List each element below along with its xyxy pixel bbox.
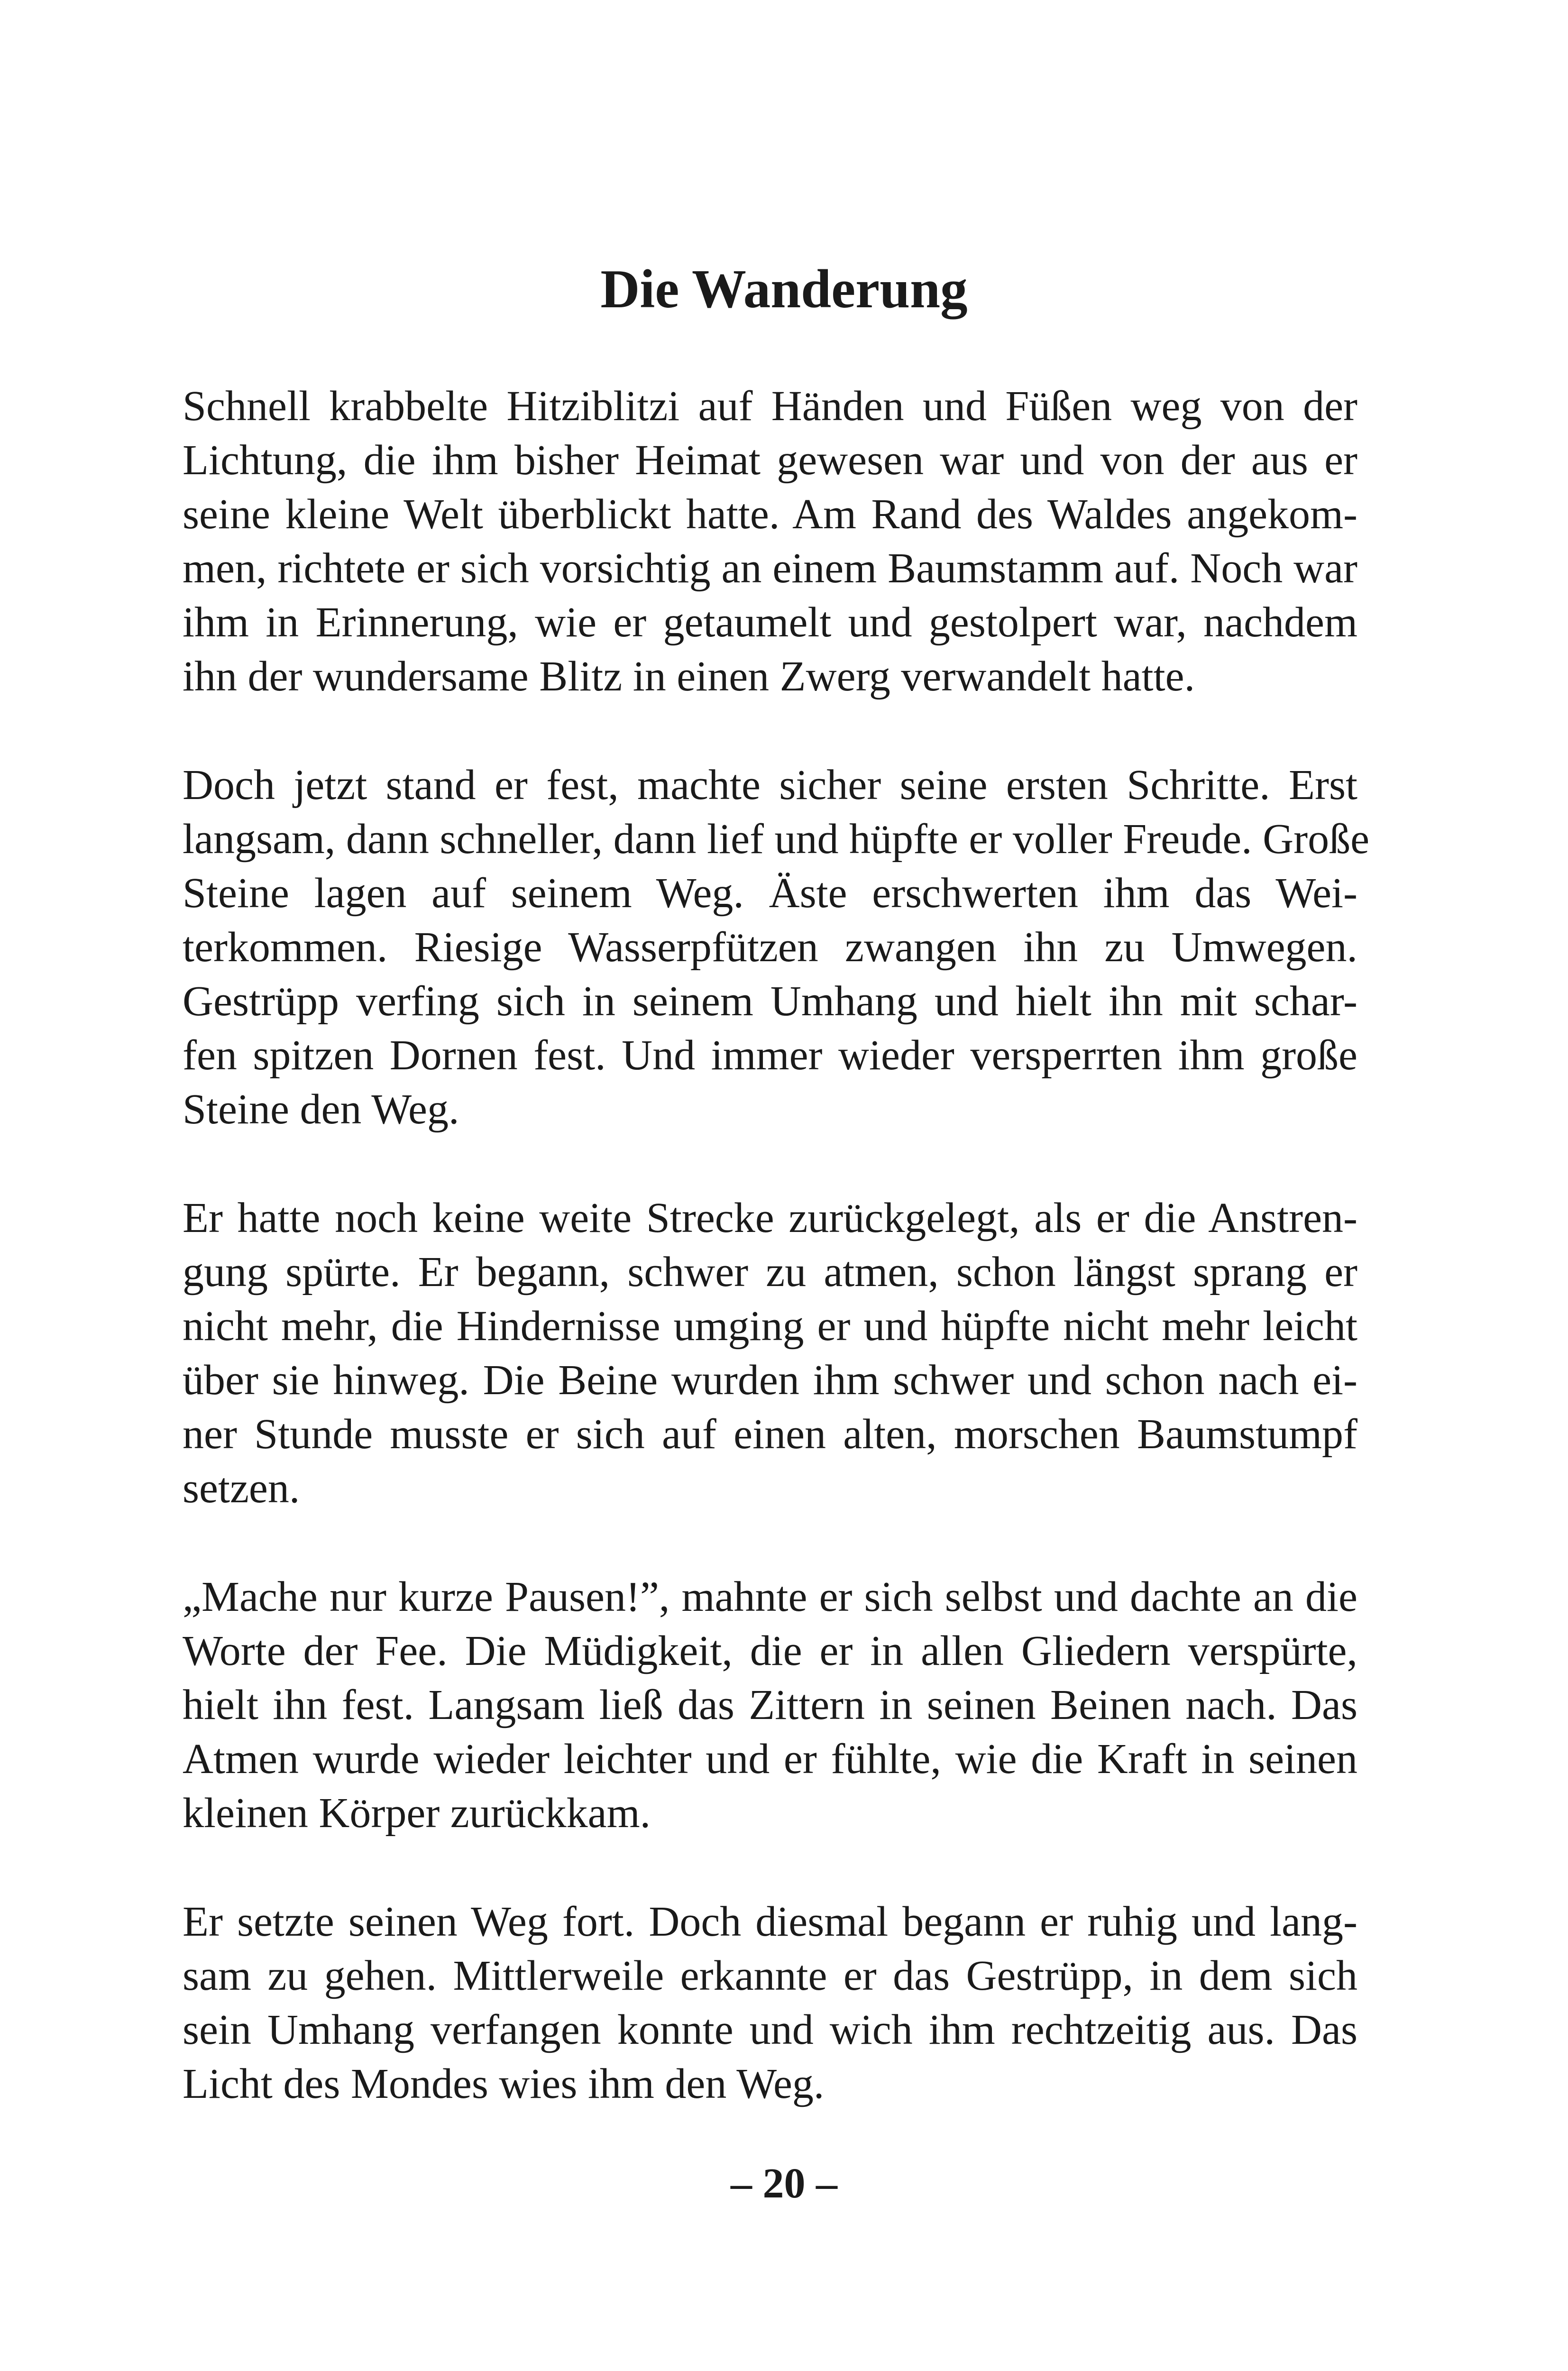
text-line: Doch jetzt stand er fest, machte sicher seine ersten Schritte. Erst xyxy=(183,762,1357,809)
text-line: „Mache nur kurze Pausen!”, mahnte er sich selbst und dachte an die xyxy=(183,1573,1357,1620)
paragraph-3 xyxy=(183,1191,1357,1516)
text-line: Lichtung, die ihm bisher Heimat gewesen war und von der aus er xyxy=(183,437,1357,484)
text-line: Steine lagen auf seinem Weg. Äste erschwerten ihm das Wei- xyxy=(183,870,1357,917)
text-line: fen spitzen Dornen fest. Und immer wieder versperrten ihm große xyxy=(183,1032,1357,1079)
text-line: gung spürte. Er begann, schwer zu atmen, schon längst sprang er xyxy=(183,1249,1357,1296)
page-number: – 20 – xyxy=(731,2160,837,2207)
body-text xyxy=(183,379,1370,2166)
text-line: men, richtete er sich vorsichtig an einem Baumstamm auf. Noch war xyxy=(183,545,1357,592)
text-line: setzen. xyxy=(183,1465,300,1512)
text-line: langsam, dann schneller, dann lief und hüpfte er voller Freude. Große xyxy=(183,816,1370,863)
text-line: über sie hinweg. Die Beine wurden ihm schwer und schon nach ei- xyxy=(183,1357,1357,1404)
text-line: Gestrüpp verfing sich in seinem Umhang und hielt ihn mit schar- xyxy=(183,978,1357,1025)
text-line: Licht des Mondes wies ihm den Weg. xyxy=(183,2060,825,2107)
paragraph-2 xyxy=(183,758,1370,1137)
text-line: ner Stunde musste er sich auf einen alten, morschen Baumstumpf xyxy=(183,1411,1357,1458)
text-line: sam zu gehen. Mittlerweile erkannte er das Gestrüpp, in dem sich xyxy=(183,1952,1357,1999)
text-line: sein Umhang verfangen konnte und wich ihm rechtzeitig aus. Das xyxy=(183,2006,1357,2053)
text-line: Steine den Weg. xyxy=(183,1086,459,1133)
text-line: Er setzte seinen Weg fort. Doch diesmal begann er ruhig und lang- xyxy=(183,1898,1357,1945)
paragraph-5 xyxy=(183,1895,1357,2111)
text-line: ihn der wundersame Blitz in einen Zwerg verwandelt hatte. xyxy=(183,653,1195,700)
paragraph-1 xyxy=(183,379,1357,704)
paragraph-4 xyxy=(183,1570,1357,1840)
text-line: nicht mehr, die Hindernisse umging er und hüpfte nicht mehr leicht xyxy=(183,1303,1357,1350)
text-line: Er hatte noch keine weite Strecke zurückgelegt, als er die Anstren- xyxy=(183,1195,1357,1241)
text-line: ihm in Erinnerung, wie er getaumelt und gestolpert war, nachdem xyxy=(183,599,1357,646)
text-line: hielt ihn fest. Langsam ließ das Zittern in seinen Beinen nach. Das xyxy=(183,1682,1357,1728)
text-line: Atmen wurde wieder leichter und er fühlte, wie die Kraft in seinen xyxy=(183,1736,1357,1783)
text-line: Worte der Fee. Die Müdigkeit, die er in allen Gliedern verspürte, xyxy=(183,1627,1357,1674)
text-line: seine kleine Welt überblickt hatte. Am Rand des Waldes angekom- xyxy=(183,491,1357,538)
chapter-title: Die Wanderung xyxy=(600,259,968,319)
text-line: Schnell krabbelte Hitziblitzi auf Händen und Füßen weg von der xyxy=(183,383,1357,430)
text-line: kleinen Körper zurückkam. xyxy=(183,1790,651,1837)
text-line: terkommen. Riesige Wasserpfützen zwangen ihn zu Umwegen. xyxy=(183,924,1357,971)
